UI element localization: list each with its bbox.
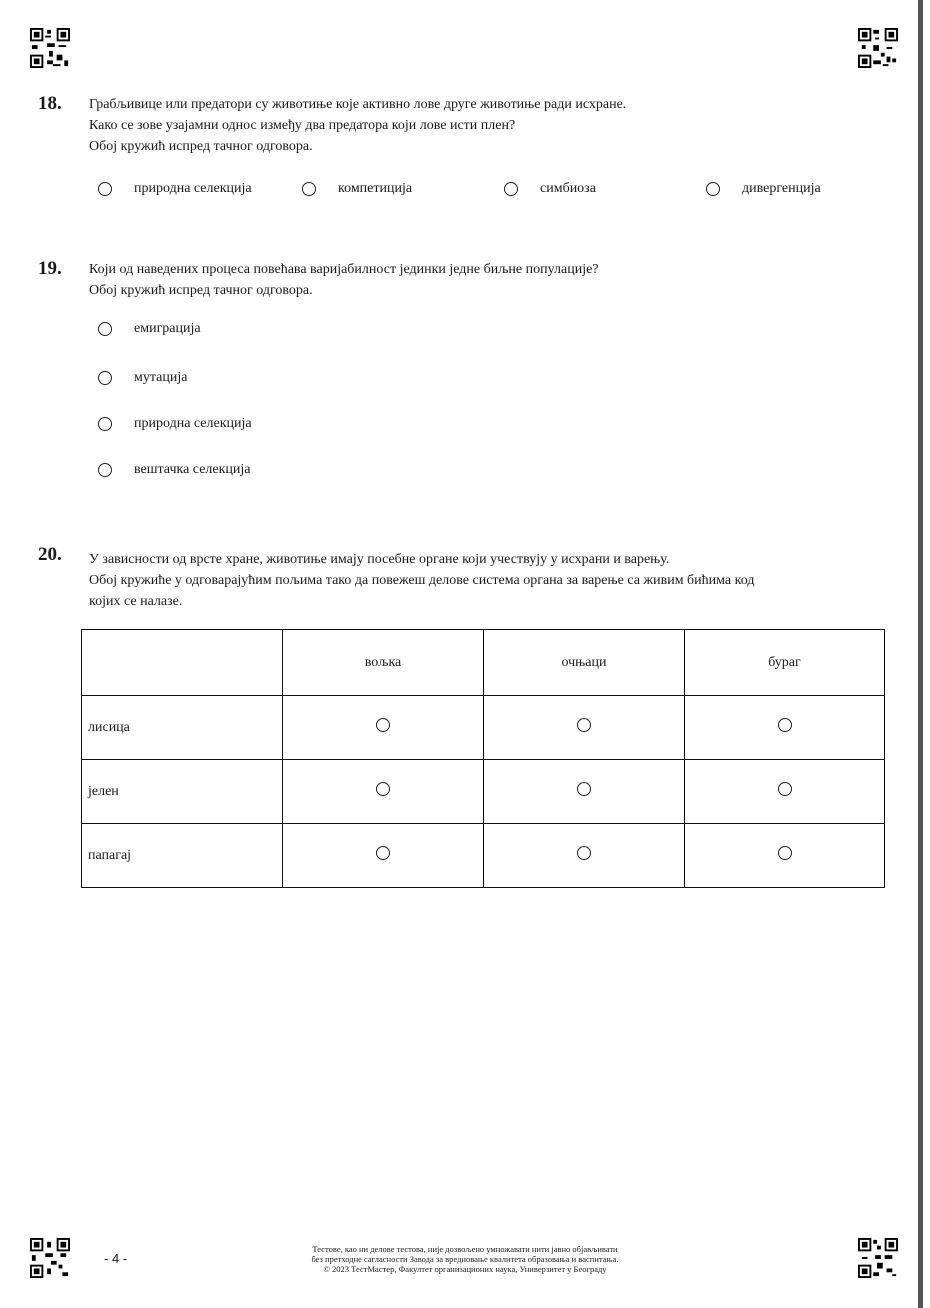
qr-code-top-right — [858, 28, 898, 68]
radio-circle-icon[interactable] — [376, 782, 390, 796]
question-19-text — [89, 259, 599, 301]
radio-circle-icon[interactable] — [376, 846, 390, 860]
q18-option-natural-selection[interactable]: природна селекција — [98, 181, 252, 197]
radio-circle-icon[interactable] — [778, 718, 792, 732]
answer-cell[interactable] — [484, 760, 685, 824]
radio-circle-icon[interactable] — [376, 718, 390, 732]
table-corner-cell — [82, 630, 283, 696]
matching-table — [81, 629, 885, 888]
radio-circle-icon[interactable] — [98, 322, 112, 336]
question-20-line: Обој кружиће у одговарајућим пољима тако да повежеш делове система органа за варење са живим бићима код — [89, 573, 755, 588]
table-row — [82, 696, 885, 760]
radio-circle-icon[interactable] — [577, 718, 591, 732]
copyright-line: Тестове, као ни делове тестова, није дозвољено умножавати нити јавно објављивати — [312, 1244, 618, 1254]
table-header-row — [82, 630, 885, 696]
radio-circle-icon[interactable] — [706, 182, 720, 196]
page-right-border — [918, 0, 923, 1308]
radio-circle-icon[interactable] — [577, 846, 591, 860]
copyright-line: без претходне сагласности Завода за вредновање квалитета образовања и васпитања. — [311, 1254, 619, 1264]
radio-circle-icon[interactable] — [98, 463, 112, 477]
row-label-parrot: папагај — [82, 824, 283, 888]
answer-cell[interactable] — [484, 824, 685, 888]
qr-code-bottom-left — [30, 1238, 70, 1278]
q18-option-divergence[interactable]: дивергенција — [706, 181, 821, 197]
radio-circle-icon[interactable] — [302, 182, 316, 196]
question-18-line: Како се зове узајамни однос између два предатора који лове исти плен? — [89, 118, 516, 133]
question-20-line: У зависности од врсте хране, животиње имају посебне органе који учествују у исхрани и варењу. — [89, 552, 670, 567]
question-20-line: којих се налазе. — [89, 594, 183, 609]
q18-option-competition[interactable]: компетиција — [302, 181, 412, 197]
answer-cell[interactable] — [283, 824, 484, 888]
answer-cell[interactable] — [283, 696, 484, 760]
q19-option-artificial-selection[interactable]: вештачка селекција — [98, 462, 251, 478]
radio-circle-icon[interactable] — [778, 782, 792, 796]
question-18-number: 18. — [38, 93, 62, 114]
question-19-number: 19. — [38, 258, 62, 279]
answer-cell[interactable] — [484, 696, 685, 760]
column-header-crop: вољка — [283, 630, 484, 696]
question-20-number: 20. — [38, 544, 62, 565]
table-row — [82, 760, 885, 824]
copyright-line: © 2023 ТестМастер, Факултет организационих наука, Универзитет у Београду — [323, 1264, 607, 1274]
column-header-rumen: бураг — [685, 630, 885, 696]
answer-cell[interactable] — [685, 824, 885, 888]
answer-cell[interactable] — [283, 760, 484, 824]
row-label-deer: јелен — [82, 760, 283, 824]
radio-circle-icon[interactable] — [98, 417, 112, 431]
radio-circle-icon[interactable] — [98, 182, 112, 196]
qr-code-top-left — [30, 28, 70, 68]
qr-code-bottom-right — [858, 1238, 898, 1278]
answer-cell[interactable] — [685, 696, 885, 760]
radio-circle-icon[interactable] — [577, 782, 591, 796]
question-19-line: Обој кружић испред тачног одговора. — [89, 283, 313, 298]
q19-option-mutation[interactable]: мутација — [98, 370, 187, 386]
radio-circle-icon[interactable] — [98, 371, 112, 385]
radio-circle-icon[interactable] — [778, 846, 792, 860]
radio-circle-icon[interactable] — [504, 182, 518, 196]
question-20-text — [89, 549, 754, 612]
table-row — [82, 824, 885, 888]
copyright-notice — [230, 1244, 700, 1274]
q19-option-emigration[interactable]: емиграција — [98, 321, 201, 337]
question-18-line: Обој кружић испред тачног одговора. — [89, 139, 313, 154]
q19-option-natural-selection[interactable]: природна селекција — [98, 416, 252, 432]
question-18-line: Грабљивице или предатори су животиње које активно лове друге животиње ради исхране. — [89, 97, 627, 112]
row-label-fox: лисица — [82, 696, 283, 760]
question-19-line: Који од наведених процеса повећава варијабилност јединки једне биљне популације? — [89, 262, 599, 277]
page-number: - 4 - — [104, 1251, 128, 1266]
column-header-canines: очњаци — [484, 630, 685, 696]
q18-option-symbiosis[interactable]: симбиоза — [504, 181, 596, 197]
question-18-text — [89, 94, 626, 157]
answer-cell[interactable] — [685, 760, 885, 824]
